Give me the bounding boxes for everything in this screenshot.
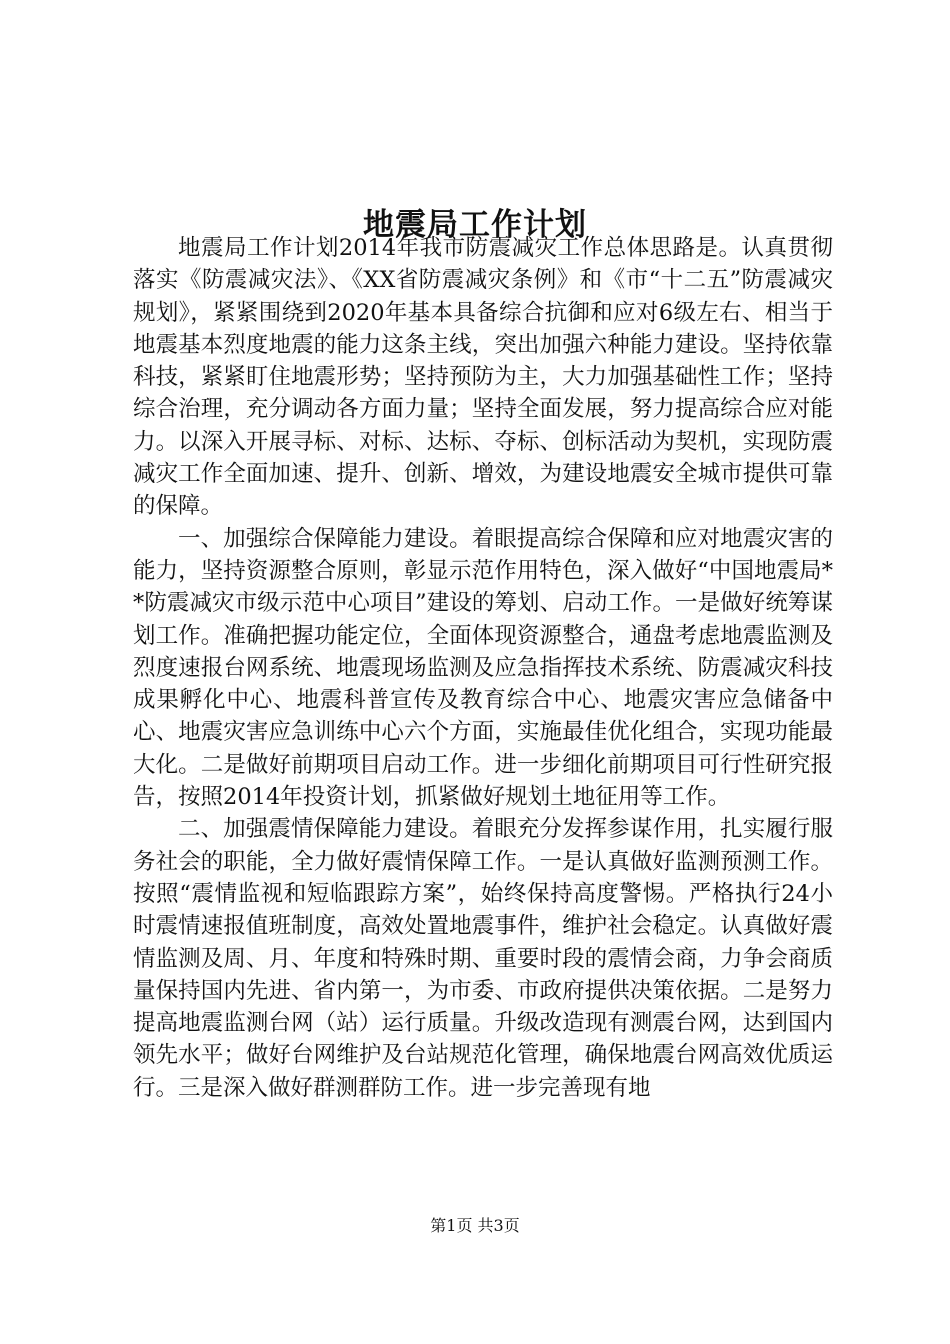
paragraph-intro: 地震局工作计划2014年我市防震减灾工作总体思路是。认真贯彻落实《防震减灾法》、《XX省防震减灾条例》和《市“十二五”防震减灾规划》，紧紧围绕到2020年基本具备综合抗御和应对6级左右、相当于地震基本烈度地震的能力这条主线，突出加强六种能力建设。坚持依靠科技，紧紧盯住地震形势；坚持预防为主，大力加强基础性工作；坚持综合治理，充分调动各方面力量；坚持全面发展，努力提高综合应对能力。以深入开展寻标、对标、达标、夺标、创标活动为契机，实现防震减灾工作全面加速、提升、创新、增效，为建设地震安全城市提供可靠的保障。 <box>133 235 833 520</box>
paragraph-section-2: 二、加强震情保障能力建设。着眼充分发挥参谋作用，扎实履行服务社会的职能，全力做好震情保障工作。一是认真做好监测预测工作。按照“震情监视和短临跟踪方案”，始终保持高度警惕。严格执行24小时震情速报值班制度，高效处置地震事件，维护社会稳定。认真做好震情监测及周、月、年度和特殊时期、重要时段的震情会商，力争会商质量保持国内先进、省内第一，为市委、市政府提供决策依据。二是努力提高地震监测台网（站）运行质量。升级改造现有测震台网，达到国内领先水平；做好台网维护及台站规范化管理，确保地震台网高效优质运行。三是深入做好群测群防工作。进一步完善现有地 <box>133 816 833 1101</box>
document-title: 地震局工作计划 <box>363 206 587 243</box>
document-body <box>133 232 833 1104</box>
paragraph-section-1: 一、加强综合保障能力建设。着眼提高综合保障和应对地震灾害的能力，坚持资源整合原则，彰显示范作用特色，深入做好“中国地震局**防震减灾市级示范中心项目”建设的筹划、启动工作。一是做好统筹谋划工作。准确把握功能定位，全面体现资源整合，通盘考虑地震监测及烈度速报台网系统、地震现场监测及应急指挥技术系统、防震减灾科技成果孵化中心、地震科普宣传及教育综合中心、地震灾害应急储备中心、地震灾害应急训练中心六个方面，实施最佳优化组合，实现功能最大化。二是做好前期项目启动工作。进一步细化前期项目可行性研究报告，按照2014年投资计划，抓紧做好规划土地征用等工作。 <box>133 525 833 811</box>
page-number-footer: 第1页 共3页 <box>430 1216 520 1235</box>
